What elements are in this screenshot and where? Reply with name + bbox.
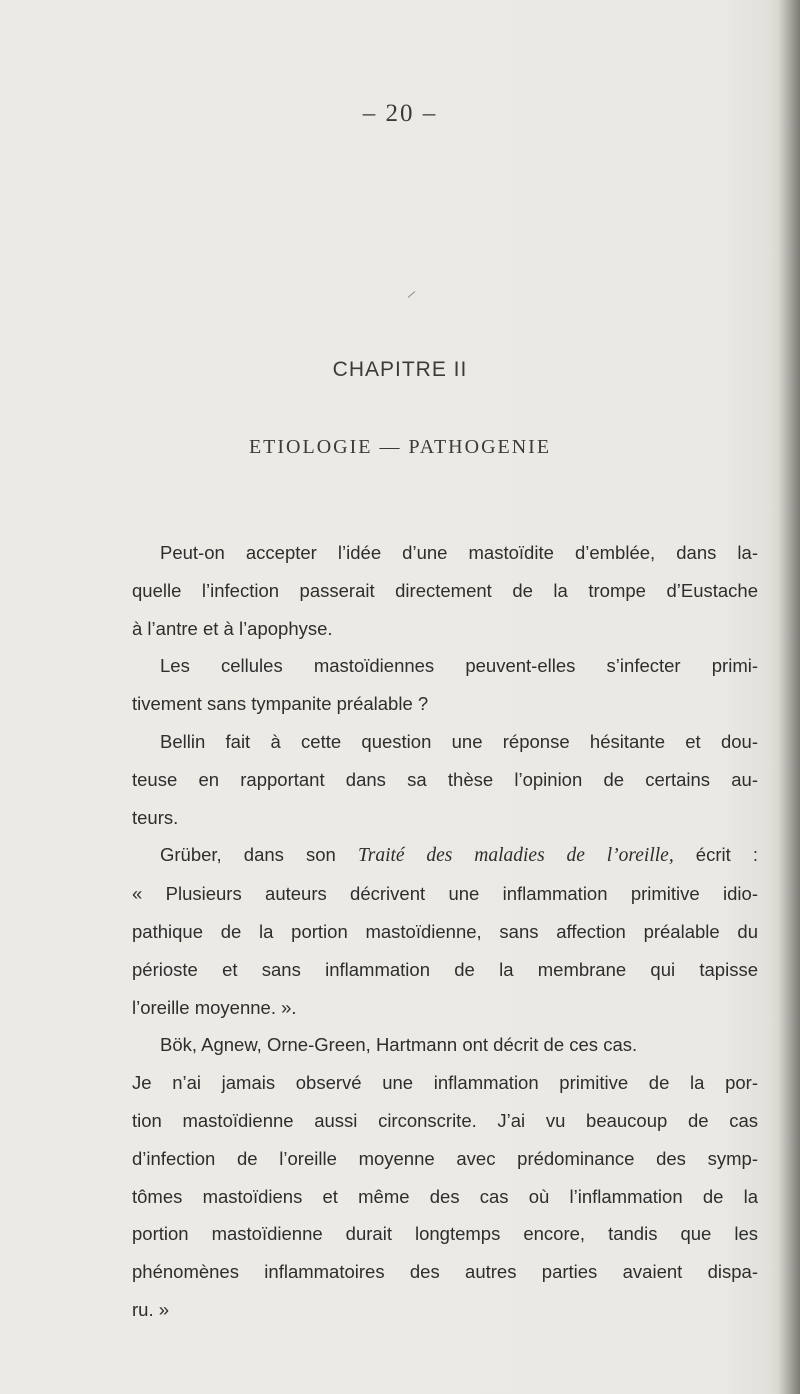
text-line: l’oreille moyenne. ». — [132, 996, 297, 1018]
text-line: Bök, Agnew, Orne-Green, Hartmann ont décrit de ces cas. — [160, 1034, 638, 1056]
text-line: Je n’ai jamais observé une inflammation primitive de la por- — [132, 1072, 758, 1094]
text-line: Les cellules mastoïdiennes peuvent-elles s’infecter primi- — [160, 655, 758, 677]
text-line: phénomènes inflammatoires des autres parties avaient dispa- — [132, 1261, 758, 1283]
text-line: pathique de la portion mastoïdienne, sans affection préalable du — [132, 920, 758, 942]
text-line: tion mastoïdienne aussi circonscrite. J’ai vu beaucoup de cas — [132, 1109, 758, 1131]
chapter-subtitle: ETIOLOGIE — PATHOGENIE — [248, 436, 552, 458]
text-line: périoste et sans inflammation de la membrane qui tapisse — [132, 958, 758, 980]
text-line: « Plusieurs auteurs décrivent une inflammation primitive idio- — [132, 883, 758, 905]
text-line: Peut-on accepter l’idée d’une mastoïdite d’emblée, dans la- — [160, 542, 758, 563]
text-line: tômes mastoïdiens et même des cas où l’inflammation de la — [132, 1185, 758, 1207]
text-line: portion mastoïdienne durait longtemps encore, tandis que les — [132, 1223, 758, 1245]
text-line: d’infection de l’oreille moyenne avec prédominance des symp- — [132, 1147, 758, 1169]
book-title: Traité des maladies de l’oreille, — [357, 845, 674, 867]
text-line: à l’antre et à l’apophyse. — [132, 617, 333, 639]
text-line: teurs. — [132, 806, 179, 828]
chapter-heading: CHAPITRE II — [332, 358, 468, 381]
text-line: tivement sans tympanite préalable ? — [132, 693, 429, 715]
page-number: – 20 – — [362, 100, 438, 127]
text-line: Bellin fait à cette question une réponse hésitante et dou- — [160, 730, 758, 752]
print-speck — [408, 291, 416, 298]
page-binding-shadow — [778, 0, 800, 1394]
text-segment: Grüber, dans son — [160, 844, 358, 866]
body-text — [132, 534, 758, 1329]
text-line: teuse en rapportant dans sa thèse l’opinion de certains au- — [132, 768, 758, 790]
text-line: quelle l’infection passerait directement de la trompe d’Eustache — [132, 579, 758, 601]
text-line: ru. » — [132, 1298, 170, 1320]
text-line — [132, 836, 758, 875]
text-segment: écrit : — [673, 844, 759, 866]
